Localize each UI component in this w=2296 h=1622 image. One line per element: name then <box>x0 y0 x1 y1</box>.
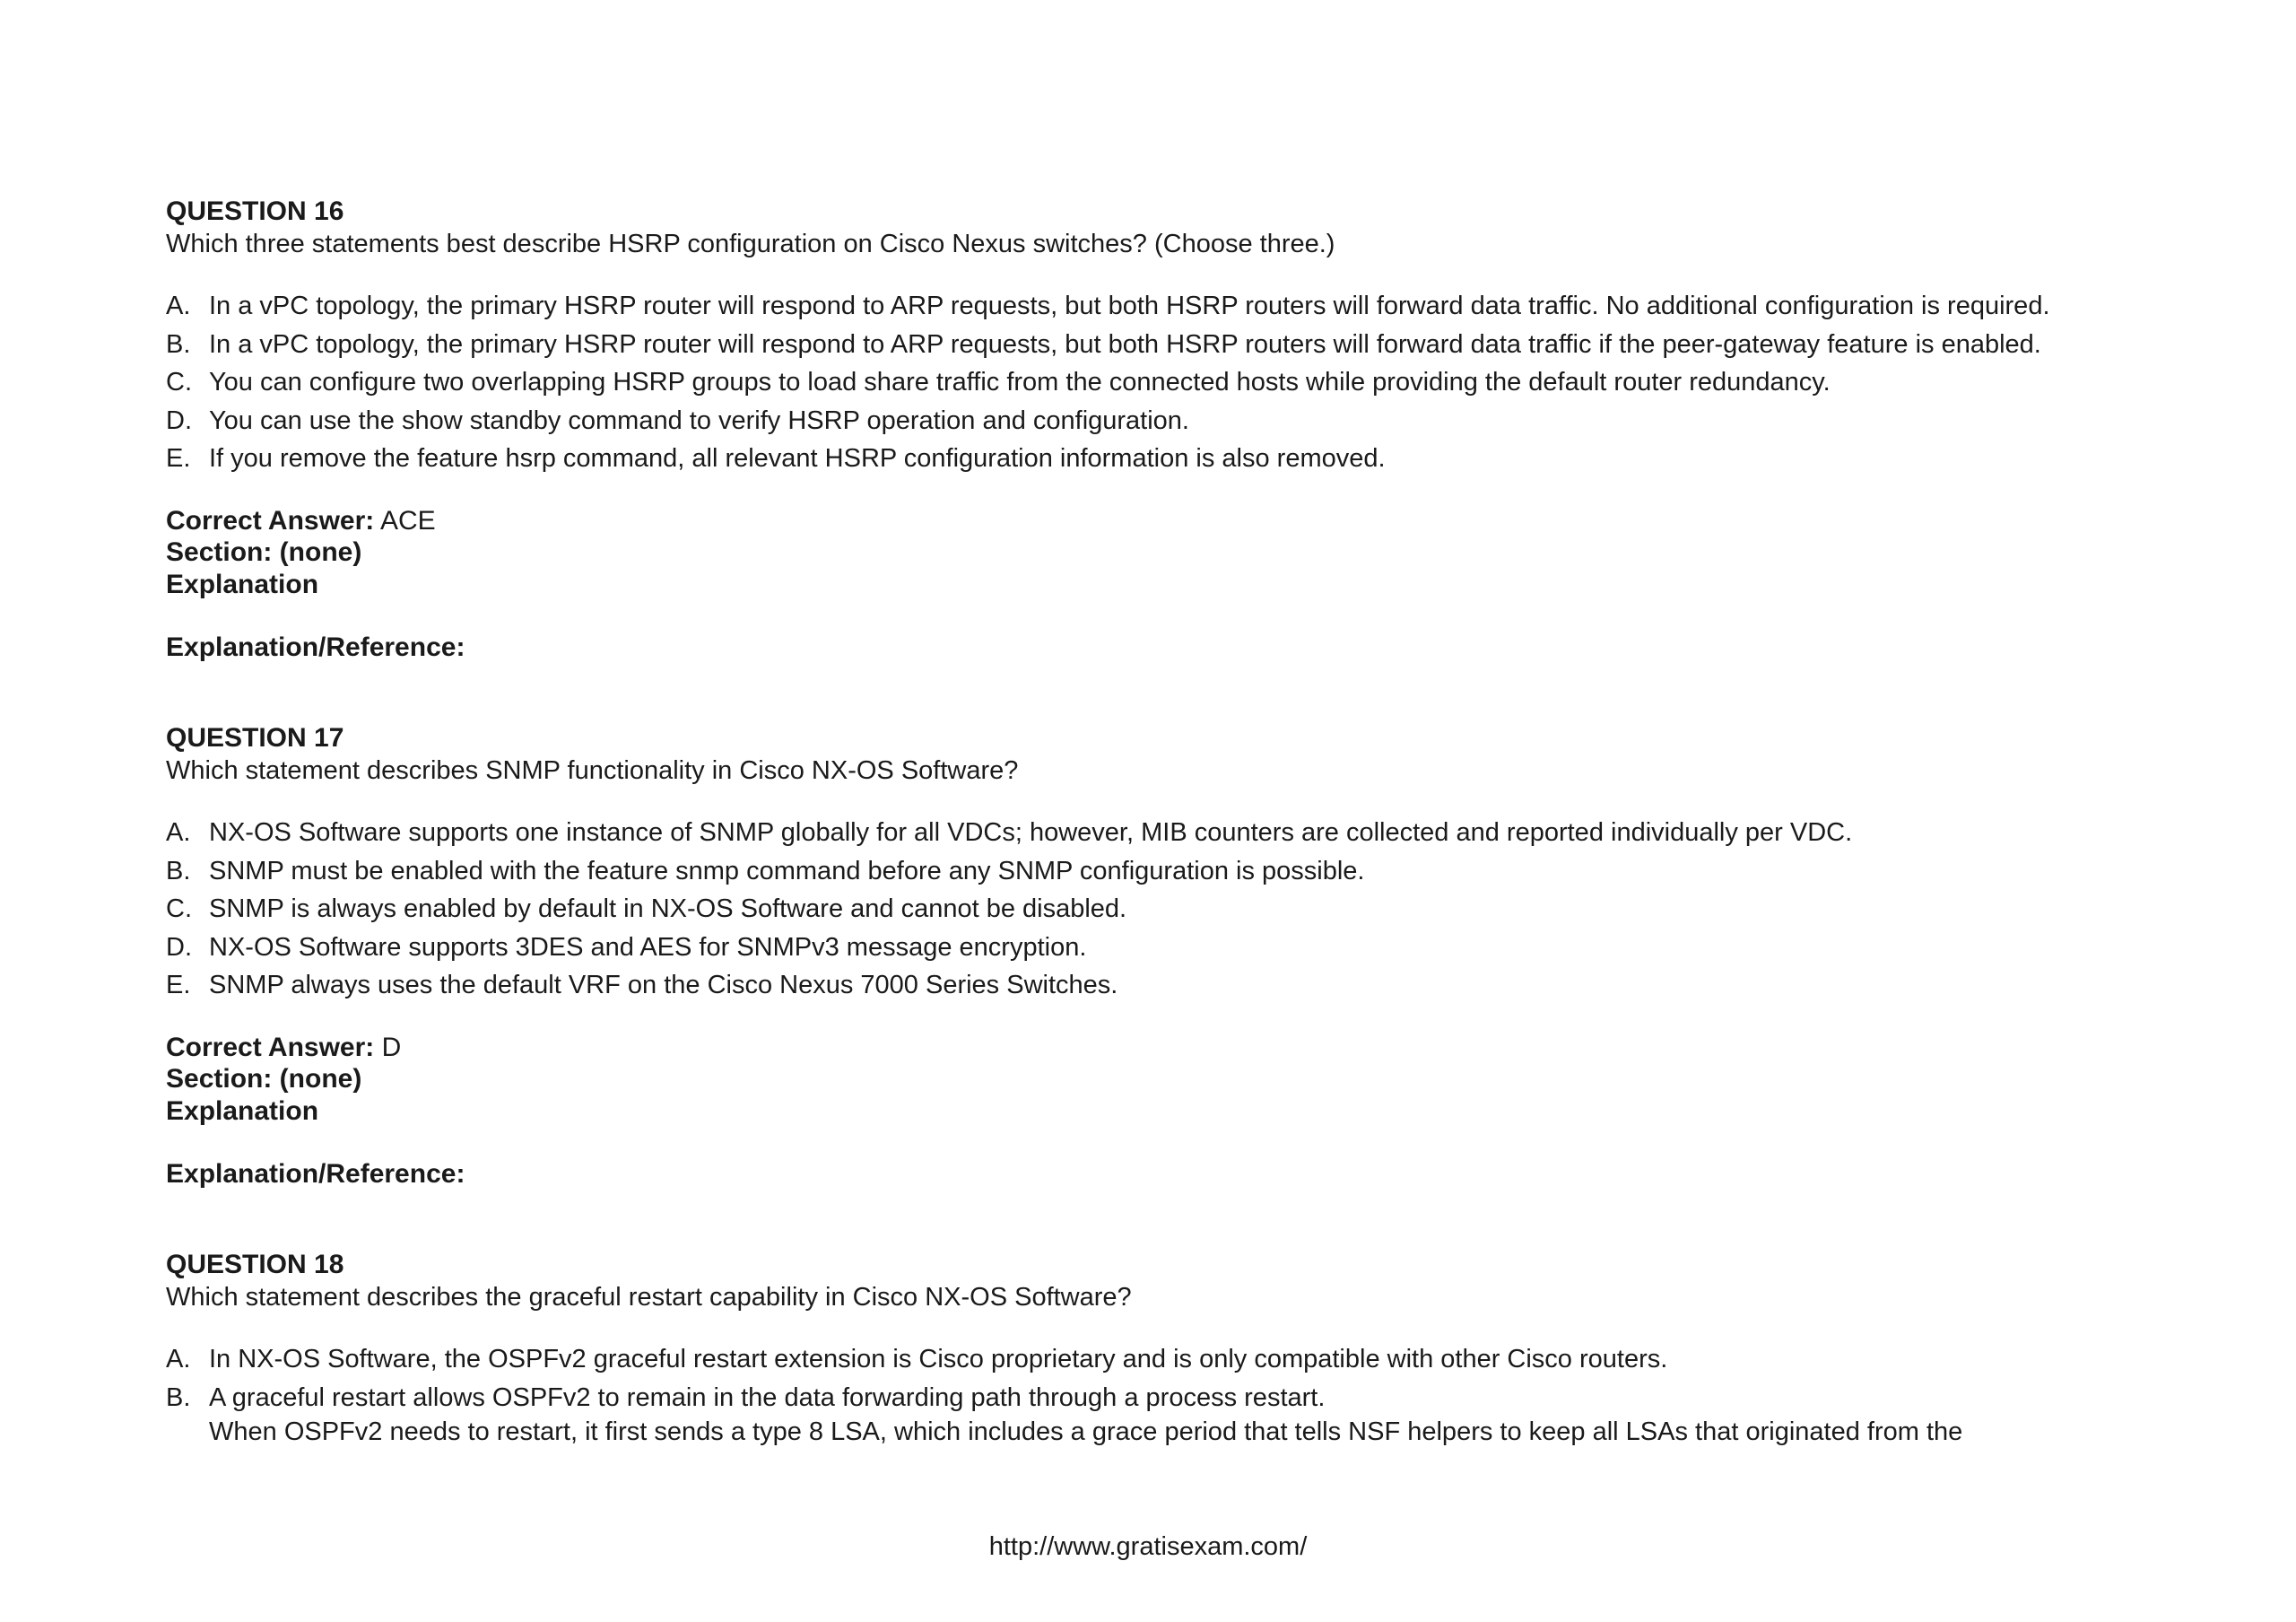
section-line: Section: (none) <box>166 1064 362 1094</box>
answer-block <box>166 1032 2193 1128</box>
option-a <box>166 1340 2193 1379</box>
correct-answer <box>166 505 2193 537</box>
explanation-reference-heading: Explanation/Reference: <box>166 1159 465 1189</box>
question-title: QUESTION 18 <box>166 1250 344 1279</box>
option-b <box>166 326 2193 364</box>
option-text: In NX-OS Software, the OSPFv2 graceful restart extension is Cisco proprietary and is only compatible with other Cisco routers. <box>209 1345 1668 1373</box>
question-text: Which three statements best describe HSRP configuration on Cisco Nexus switches? (Choose three.) <box>166 230 1335 258</box>
answer-block <box>166 505 2193 601</box>
option-text: You can use the show standby command to verify HSRP operation and configuration. <box>209 406 1189 435</box>
option-list <box>166 287 2193 478</box>
option-letter: E. <box>166 444 191 473</box>
option-text: In a vPC topology, the primary HSRP router will respond to ARP requests, but both HSRP routers will forward data traffic if the peer-gateway feature is enabled. <box>209 329 2041 359</box>
explanation-reference-heading: Explanation/Reference: <box>166 632 465 662</box>
option-letter: B. <box>166 1382 191 1412</box>
option-letter: A. <box>166 1345 191 1373</box>
option-letter: D. <box>166 932 192 962</box>
option-letter: E. <box>166 971 191 999</box>
option-text-continued: When OSPFv2 needs to restart, it first sends a type 8 LSA, which includes a grace period that tells NSF helpers to keep all LSAs that originated from the <box>209 1417 1963 1446</box>
option-letter: A. <box>166 818 191 847</box>
option-d <box>166 402 2193 440</box>
option-c <box>166 363 2193 402</box>
explanation-heading: Explanation <box>166 569 319 599</box>
option-text: SNMP is always enabled by default in NX-OS Software and cannot be disabled. <box>209 894 1127 923</box>
option-letter: D. <box>166 406 192 435</box>
option-e <box>166 440 2193 478</box>
option-text: You can configure two overlapping HSRP groups to load share traffic from the connected hosts while providing the default router redundancy. <box>209 368 1831 397</box>
option-text: SNMP must be enabled with the feature snmp command before any SNMP configuration is possible. <box>209 856 1365 885</box>
option-a <box>166 814 2193 852</box>
option-letter: C. <box>166 894 192 923</box>
option-text: NX-OS Software supports one instance of SNMP globally for all VDCs; however, MIB counters are collected and reported individually per VDC. <box>209 818 1853 847</box>
correct-answer-label: Correct Answer: <box>166 1032 375 1062</box>
correct-answer-value: ACE <box>374 505 436 536</box>
option-text: In a vPC topology, the primary HSRP router will respond to ARP requests, but both HSRP routers will forward data traffic. No additional configuration is required. <box>209 292 2050 320</box>
option-b <box>166 852 2193 891</box>
option-a <box>166 287 2193 326</box>
option-letter: B. <box>166 856 191 885</box>
question-text: Which statement describes SNMP functionality in Cisco NX-OS Software? <box>166 756 1019 785</box>
question-title: QUESTION 17 <box>166 723 344 753</box>
option-b <box>166 1379 2193 1448</box>
option-text: If you remove the feature hsrp command, all relevant HSRP configuration information is also removed. <box>209 444 1386 473</box>
option-list <box>166 1340 2193 1447</box>
option-text: SNMP always uses the default VRF on the Cisco Nexus 7000 Series Switches. <box>209 971 1118 999</box>
question-title: QUESTION 16 <box>166 196 344 226</box>
question-16 <box>166 196 2193 664</box>
correct-answer <box>166 1032 2193 1064</box>
option-list <box>166 814 2193 1005</box>
option-d <box>166 929 2193 967</box>
question-17 <box>166 722 2193 1190</box>
section-line: Section: (none) <box>166 537 362 567</box>
question-text: Which statement describes the graceful restart capability in Cisco NX-OS Software? <box>166 1283 1132 1312</box>
option-letter: C. <box>166 368 192 397</box>
correct-answer-value: D <box>374 1032 402 1062</box>
explanation-heading: Explanation <box>166 1095 319 1126</box>
option-letter: A. <box>166 292 191 320</box>
document-page <box>166 196 2193 1447</box>
option-letter: B. <box>166 329 191 359</box>
option-e <box>166 966 2193 1005</box>
question-18 <box>166 1249 2193 1447</box>
footer-url: http://www.gratisexam.com/ <box>988 1532 1308 1561</box>
correct-answer-label: Correct Answer: <box>166 505 375 536</box>
option-text: A graceful restart allows OSPFv2 to remain in the data forwarding path through a process restart. <box>209 1382 1326 1412</box>
option-text: NX-OS Software supports 3DES and AES for SNMPv3 message encryption. <box>209 932 1087 962</box>
option-c <box>166 890 2193 929</box>
